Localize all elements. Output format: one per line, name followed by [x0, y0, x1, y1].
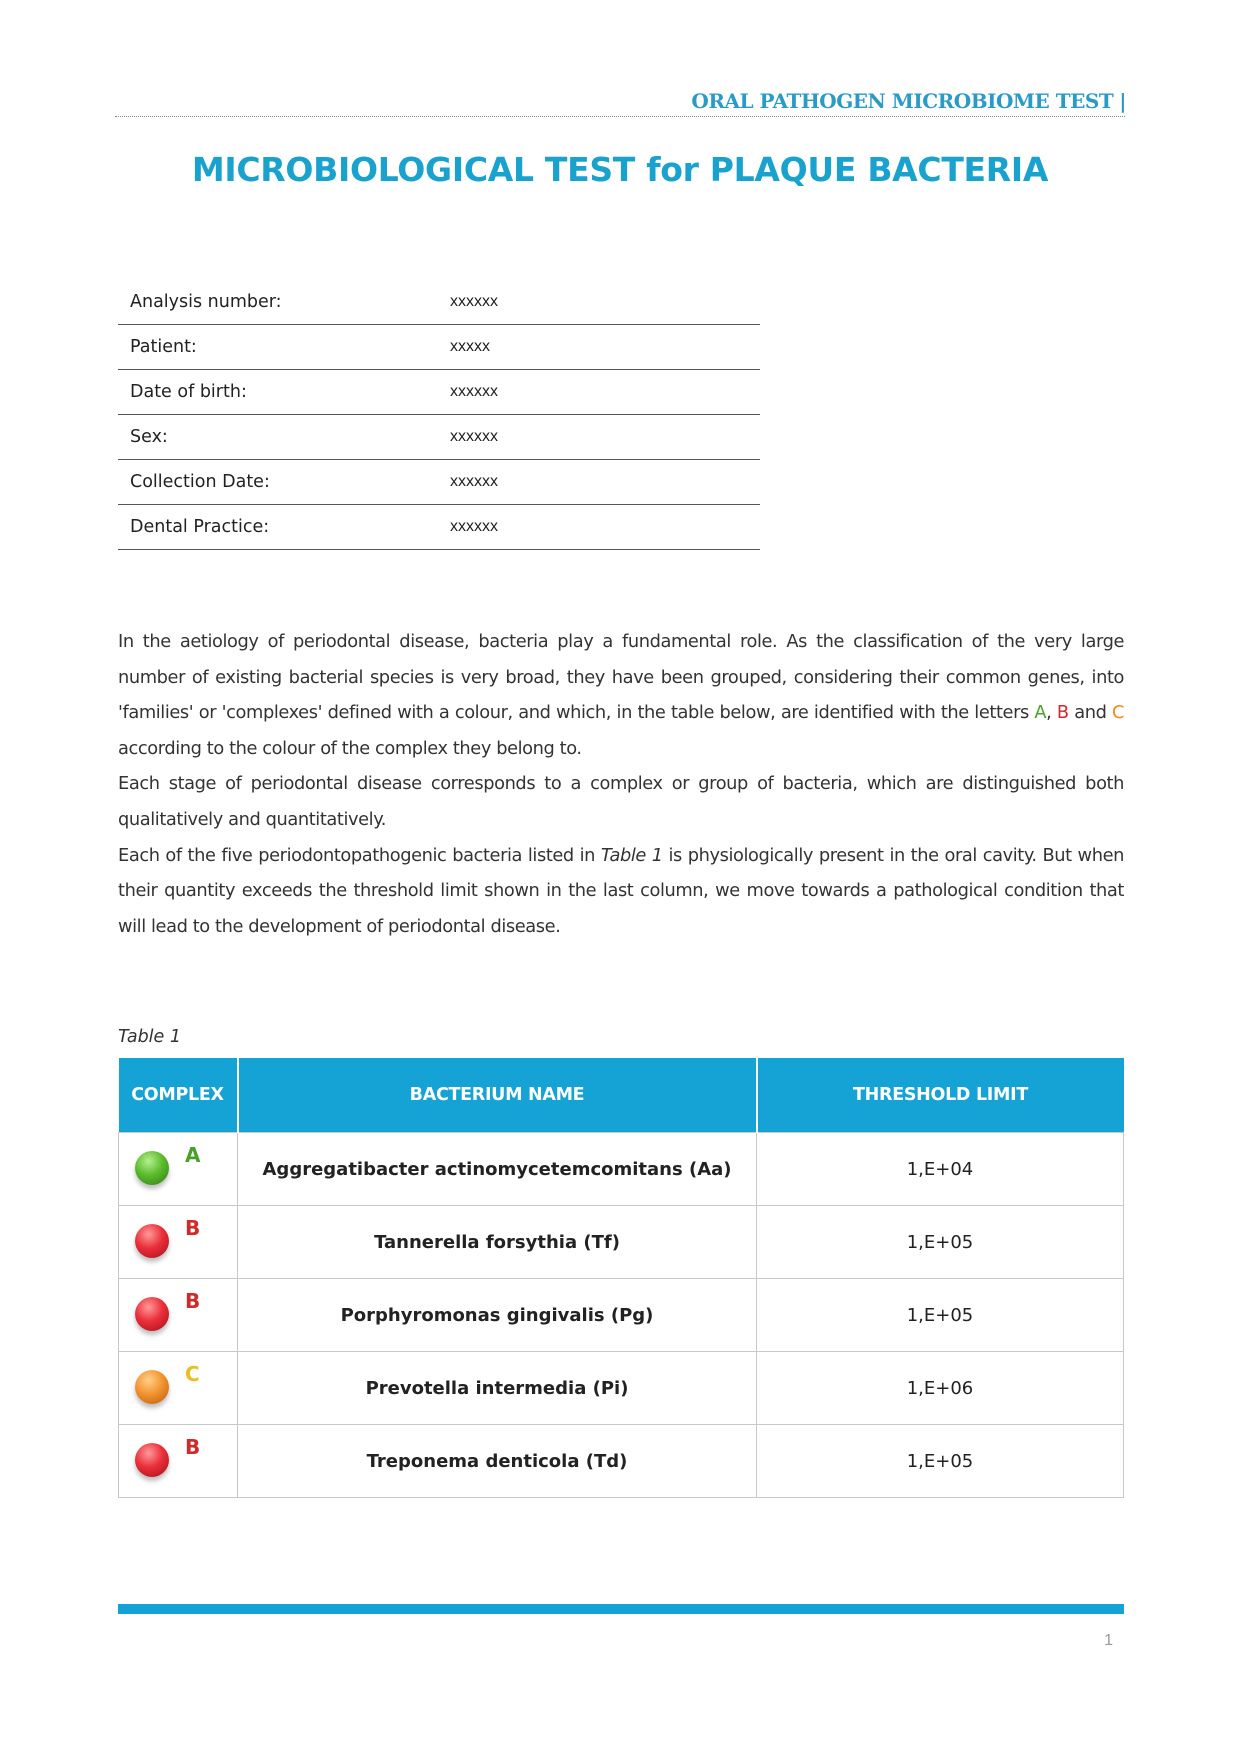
table-row [119, 1425, 1124, 1498]
table-caption: Table 1 [118, 1027, 182, 1047]
complex-letter: B [185, 1435, 201, 1459]
running-header [691, 89, 1126, 113]
info-value: xxxxxx [438, 370, 760, 415]
bacterium-name: Prevotella intermedia (Pi) [238, 1352, 757, 1425]
page-title: MICROBIOLOGICAL TEST for PLAQUE BACTERIA [191, 150, 1049, 189]
running-header-separator: | [1119, 89, 1126, 113]
complex-letter-c: C [1111, 702, 1124, 724]
info-value: xxxxx [438, 325, 760, 370]
column-header-threshold: THRESHOLD LIMIT [757, 1058, 1124, 1133]
complex-indicator-icon [135, 1224, 169, 1258]
table-reference: Table 1 [600, 844, 663, 866]
complex-cell [119, 1352, 238, 1425]
info-value: xxxxxx [438, 460, 760, 505]
complex-letter: B [185, 1289, 201, 1313]
bacterium-name: Treponema denticola (Td) [238, 1425, 757, 1498]
complex-letter-a: A [1034, 702, 1047, 724]
complex-cell [119, 1425, 238, 1498]
header-divider [115, 116, 1125, 117]
info-label: Date of birth: [118, 370, 438, 415]
bacteria-table-body [119, 1133, 1124, 1498]
info-row [118, 415, 760, 460]
bacterium-name: Aggregatibacter actinomycetemcomitans (Aa) [238, 1133, 757, 1206]
threshold-limit: 1,E+05 [757, 1425, 1124, 1498]
intro-text-span: and [1068, 702, 1112, 724]
bacteria-table [118, 1058, 1124, 1498]
table-row [119, 1206, 1124, 1279]
complex-cell [119, 1279, 238, 1352]
running-header-text: ORAL PATHOGEN MICROBIOME TEST [691, 89, 1114, 113]
complex-indicator-icon [135, 1370, 169, 1404]
column-header-bacterium: BACTERIUM NAME [238, 1058, 757, 1133]
intro-text-span: Each of the five periodontopathogenic bacteria listed in [118, 844, 601, 866]
threshold-limit: 1,E+05 [757, 1279, 1124, 1352]
intro-text-span: , [1046, 702, 1057, 724]
info-label: Analysis number: [118, 280, 438, 325]
intro-text [118, 624, 1124, 944]
patient-info-table [118, 280, 760, 550]
complex-letter-b: B [1056, 702, 1069, 724]
info-row [118, 460, 760, 505]
info-value: xxxxxx [438, 505, 760, 550]
info-value: xxxxxx [438, 280, 760, 325]
info-value: xxxxxx [438, 415, 760, 460]
complex-letter: A [185, 1143, 201, 1167]
info-row [118, 280, 760, 325]
complex-indicator-icon [135, 1297, 169, 1331]
complex-letter: C [185, 1362, 200, 1386]
bacterium-name: Porphyromonas gingivalis (Pg) [238, 1279, 757, 1352]
intro-paragraph-1 [118, 624, 1124, 766]
threshold-limit: 1,E+04 [757, 1133, 1124, 1206]
threshold-limit: 1,E+06 [757, 1352, 1124, 1425]
table-row [119, 1279, 1124, 1352]
info-row [118, 325, 760, 370]
table-header-row [119, 1058, 1124, 1133]
complex-indicator-icon [135, 1151, 169, 1185]
info-label: Collection Date: [118, 460, 438, 505]
info-label: Sex: [118, 415, 438, 460]
intro-text-span: is physiologically present in the oral cavity. But when their quantity exceeds the threshold limit shown in the last column, we move towards a pathological condition that will lead to the development of periodontal disease. [118, 844, 1124, 937]
table-row [119, 1352, 1124, 1425]
complex-indicator-icon [135, 1443, 169, 1477]
threshold-limit: 1,E+05 [757, 1206, 1124, 1279]
intro-paragraph-2: Each stage of periodontal disease corresponds to a complex or group of bacteria, which are distinguished both qualitatively and quantitatively. [118, 773, 1124, 830]
complex-cell [119, 1133, 238, 1206]
info-label: Dental Practice: [118, 505, 438, 550]
table-row [119, 1133, 1124, 1206]
column-header-complex: COMPLEX [119, 1058, 238, 1133]
complex-cell [119, 1206, 238, 1279]
intro-text-span: In the aetiology of periodontal disease, bacteria play a fundamental role. As the classification of the very large number of existing bacterial species is very broad, they have been grouped, considering their common genes, into 'families' or 'complexes' defined with a colour, and which, in the table below, are identified with the letters [118, 631, 1124, 724]
info-label: Patient: [118, 325, 438, 370]
page-number: 1 [1104, 1632, 1113, 1649]
intro-paragraph-3 [118, 838, 1124, 945]
bacterium-name: Tannerella forsythia (Tf) [238, 1206, 757, 1279]
intro-text-span: according to the colour of the complex they belong to. [118, 737, 582, 759]
info-row [118, 505, 760, 550]
complex-letter: B [185, 1216, 201, 1240]
info-row [118, 370, 760, 415]
footer-bar [118, 1604, 1124, 1614]
